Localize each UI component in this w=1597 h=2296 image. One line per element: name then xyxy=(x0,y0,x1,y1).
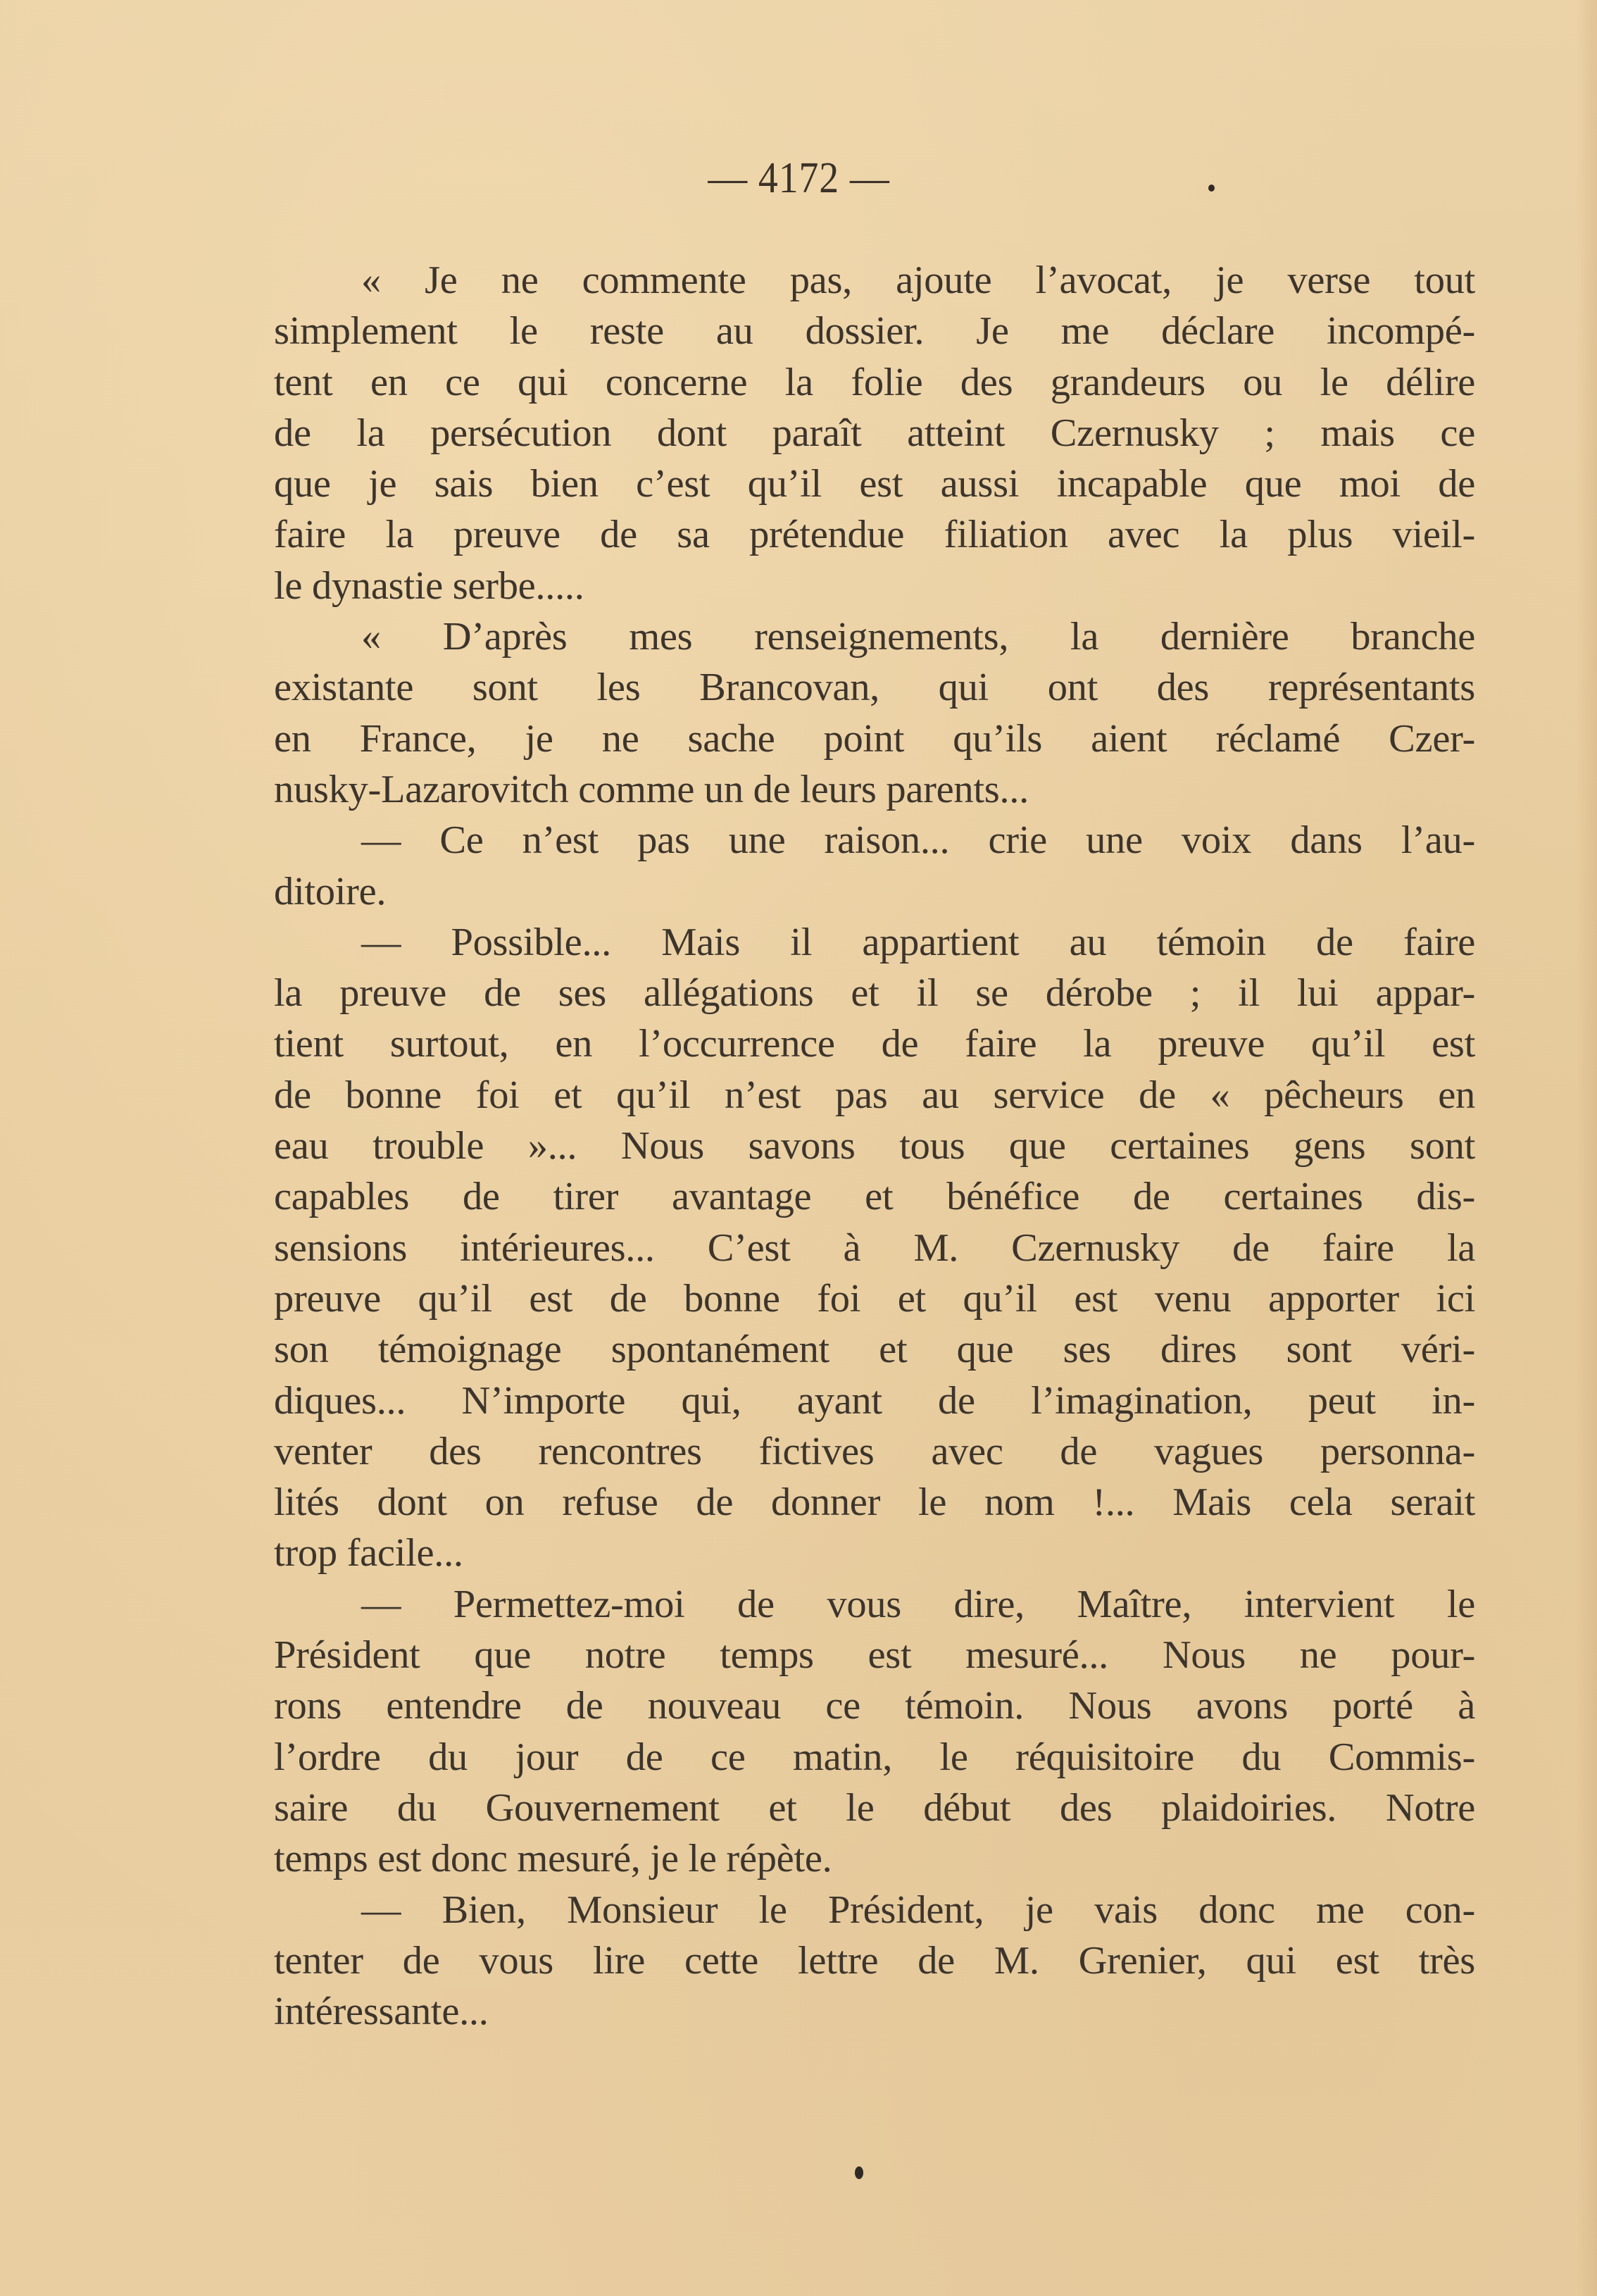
text-line: tenter de vous lire cette lettre de M. Grenier, qui est très xyxy=(274,1938,1475,1983)
text-line: rons entendre de nouveau ce témoin. Nous avons porté à xyxy=(274,1684,1475,1728)
paragraph xyxy=(274,611,1475,815)
text-line: que je sais bien c’est qu’il est aussi incapable que moi de xyxy=(274,462,1475,506)
paragraph xyxy=(274,1885,1475,2038)
text-line: diques... N’importe qui, ayant de l’imagination, peut in- xyxy=(274,1378,1475,1423)
text-line: son témoignage spontanément et que ses dires sont véri- xyxy=(274,1328,1475,1372)
paragraph xyxy=(274,255,1475,611)
page-number-text: — 4172 — xyxy=(707,154,890,202)
text-line: tent en ce qui concerne la folie des grandeurs ou le délire xyxy=(274,360,1475,404)
paragraph xyxy=(274,917,1475,1579)
body-text xyxy=(274,255,1475,2037)
text-line: capables de tirer avantage et bénéfice de certaines dis- xyxy=(274,1175,1475,1219)
ink-speck xyxy=(855,2166,863,2179)
text-line: eau trouble »... Nous savons tous que certaines gens sont xyxy=(274,1124,1475,1168)
paragraph xyxy=(274,815,1475,917)
text-line: Président que notre temps est mesuré... Nous ne pour- xyxy=(274,1633,1475,1678)
text-line: ditoire. xyxy=(274,869,387,913)
text-line: l’ordre du jour de ce matin, le réquisitoire du Commis- xyxy=(274,1735,1475,1779)
text-line: — Possible... Mais il appartient au témoin de faire xyxy=(361,920,1475,964)
ink-speck xyxy=(1208,185,1215,192)
page-number xyxy=(0,154,1597,204)
paragraph xyxy=(274,1579,1475,1885)
text-line: lités dont on refuse de donner le nom !... Mais cela serait xyxy=(274,1480,1475,1525)
text-line: — Bien, Monsieur le Président, je vais donc me con- xyxy=(361,1888,1475,1932)
text-line: faire la preuve de sa prétendue filiation avec la plus vieil- xyxy=(274,513,1475,557)
text-line: « D’après mes renseignements, la dernière branche xyxy=(361,615,1475,659)
text-line: « Je ne commente pas, ajoute l’avocat, je verse tout xyxy=(361,258,1475,302)
text-line: la preuve de ses allégations et il se dérobe ; il lui appar- xyxy=(274,971,1475,1016)
text-line: nusky-Lazarovitch comme un de leurs parents... xyxy=(274,767,1029,811)
text-line: preuve qu’il est de bonne foi et qu’il est venu apporter ici xyxy=(274,1276,1475,1321)
text-line: intéressante... xyxy=(274,1990,489,2034)
text-line: de la persécution dont paraît atteint Czernusky ; mais ce xyxy=(274,411,1475,455)
text-line: trop facile... xyxy=(274,1531,463,1576)
text-line: tient surtout, en l’occurrence de faire la preuve qu’il est xyxy=(274,1022,1475,1066)
text-line: sensions intérieures... C’est à M. Czernusky de faire la xyxy=(274,1225,1475,1270)
text-line: venter des rencontres fictives avec de vagues personna- xyxy=(274,1429,1475,1473)
page-edge-shadow xyxy=(1576,0,1597,2296)
text-line: en France, je ne sache point qu’ils aient réclamé Czer- xyxy=(274,716,1475,761)
text-line: — Permettez-moi de vous dire, Maître, intervient le xyxy=(361,1582,1475,1626)
text-line: temps est donc mesuré, je le répète. xyxy=(274,1837,832,1881)
text-line: de bonne foi et qu’il n’est pas au service de « pêcheurs en xyxy=(274,1073,1475,1117)
text-line: existante sont les Brancovan, qui ont des représentants xyxy=(274,666,1475,710)
text-line: le dynastie serbe..... xyxy=(274,563,584,608)
text-line: simplement le reste au dossier. Je me déclare incompé- xyxy=(274,309,1475,354)
text-line: saire du Gouvernement et le début des plaidoiries. Notre xyxy=(274,1785,1475,1830)
text-line: — Ce n’est pas une raison... crie une voix dans l’au- xyxy=(361,818,1475,863)
